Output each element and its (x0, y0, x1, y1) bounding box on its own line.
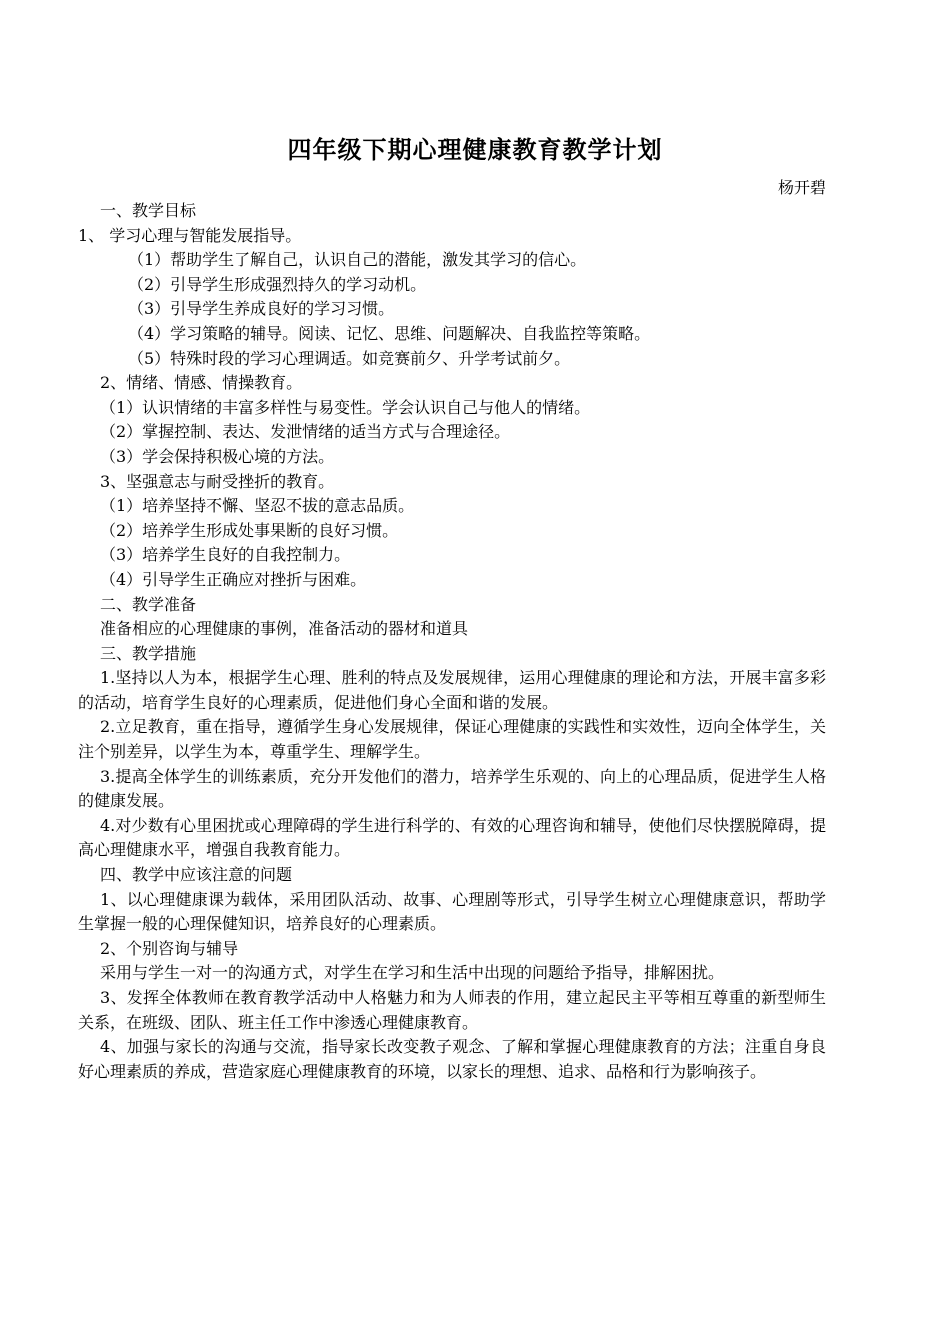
paragraph: （5）特殊时段的学习心理调适。如竞赛前夕、升学考试前夕。 (128, 348, 571, 368)
paragraph: （3）引导学生养成良好的学习习惯。 (128, 299, 395, 319)
paragraph: 4.对少数有心里困扰或心理障碍的学生进行科学的、有效的心理咨询和辅导，使他们尽快摆脱障碍，提高心理健康水平，增强自我教育能力。 (78, 815, 826, 860)
paragraph: 1.坚持以人为本，根据学生心理、胜利的特点及发展规律，运用心理健康的理论和方法，开展丰富多彩的活动，培育学生良好的心理素质，促进他们身心全面和谐的发展。 (78, 668, 826, 712)
document-title: 四年级下期心理健康教育教学计划 (287, 136, 663, 164)
paragraph: 2、个别咨询与辅导 (100, 938, 239, 958)
paragraph: （1）培养坚持不懈、坚忍不拔的意志品质。 (100, 496, 415, 516)
paragraph: 2.立足教育，重在指导，遵循学生身心发展规律，保证心理健康的实践性和实效性，迈向全体学生，关注个别差异，以学生为本，尊重学生、理解学生。 (78, 717, 826, 762)
paragraph: 2、情绪、情感、情操教育。 (100, 373, 303, 393)
paragraph: （1）认识情绪的丰富多样性与易变性。学会认识自己与他人的情绪。 (100, 397, 591, 417)
paragraph: （4）引导学生正确应对挫折与困难。 (100, 569, 367, 589)
paragraph: （2）掌握控制、表达、发泄情绪的适当方式与合理途径。 (100, 422, 511, 442)
paragraph: （1）帮助学生了解自己，认识自己的潜能，激发其学习的信心。 (128, 250, 587, 270)
paragraph: 4、加强与家长的沟通与交流，指导家长改变教子观念、了解和掌握心理健康教育的方法；注重自身良好心理素质的养成，营造家庭心理健康教育的环境，以家长的理想、追求、品格和行为影响孩子。 (78, 1037, 826, 1081)
paragraph: 二、教学准备 (100, 594, 197, 614)
paragraph: 3、坚强意志与耐受挫折的教育。 (100, 471, 335, 491)
paragraph: （3）培养学生良好的自我控制力。 (100, 545, 351, 565)
paragraph: （2）培养学生形成处事果断的良好习惯。 (100, 520, 399, 540)
paragraph: （3）学会保持积极心境的方法。 (100, 446, 335, 466)
paragraph: 1、 学习心理与智能发展指导。 (78, 225, 302, 245)
paragraph: （4）学习策略的辅导。阅读、记忆、思维、问题解决、自我监控等策略。 (128, 323, 651, 343)
paragraph: 准备相应的心理健康的事例，准备活动的器材和道具 (100, 619, 469, 639)
paragraph: 一、教学目标 (100, 201, 197, 220)
document-body (78, 199, 826, 1084)
paragraph: 采用与学生一对一的沟通方式，对学生在学习和生活中出现的问题给予指导，排解困扰。 (100, 963, 725, 983)
paragraph: 3、发挥全体教师在教育教学活动中人格魅力和为人师表的作用，建立起民主平等相互尊重的新型师生关系，在班级、团队、班主任工作中渗透心理健康教育。 (78, 988, 826, 1032)
paragraph: 1、以心理健康课为载体，采用团队活动、故事、心理剧等形式，引导学生树立心理健康意识，帮助学生掌握一般的心理保健知识，培养良好的心理素质。 (78, 889, 826, 934)
paragraph: 三、教学措施 (100, 643, 197, 663)
paragraph: （2）引导学生形成强烈持久的学习动机。 (128, 274, 427, 294)
document-author: 杨开碧 (777, 178, 826, 197)
paragraph: 3.提高全体学生的训练素质，充分开发他们的潜力，培养学生乐观的、向上的心理品质，促进学生人格的健康发展。 (78, 766, 826, 811)
paragraph: 四、教学中应该注意的问题 (100, 865, 293, 885)
